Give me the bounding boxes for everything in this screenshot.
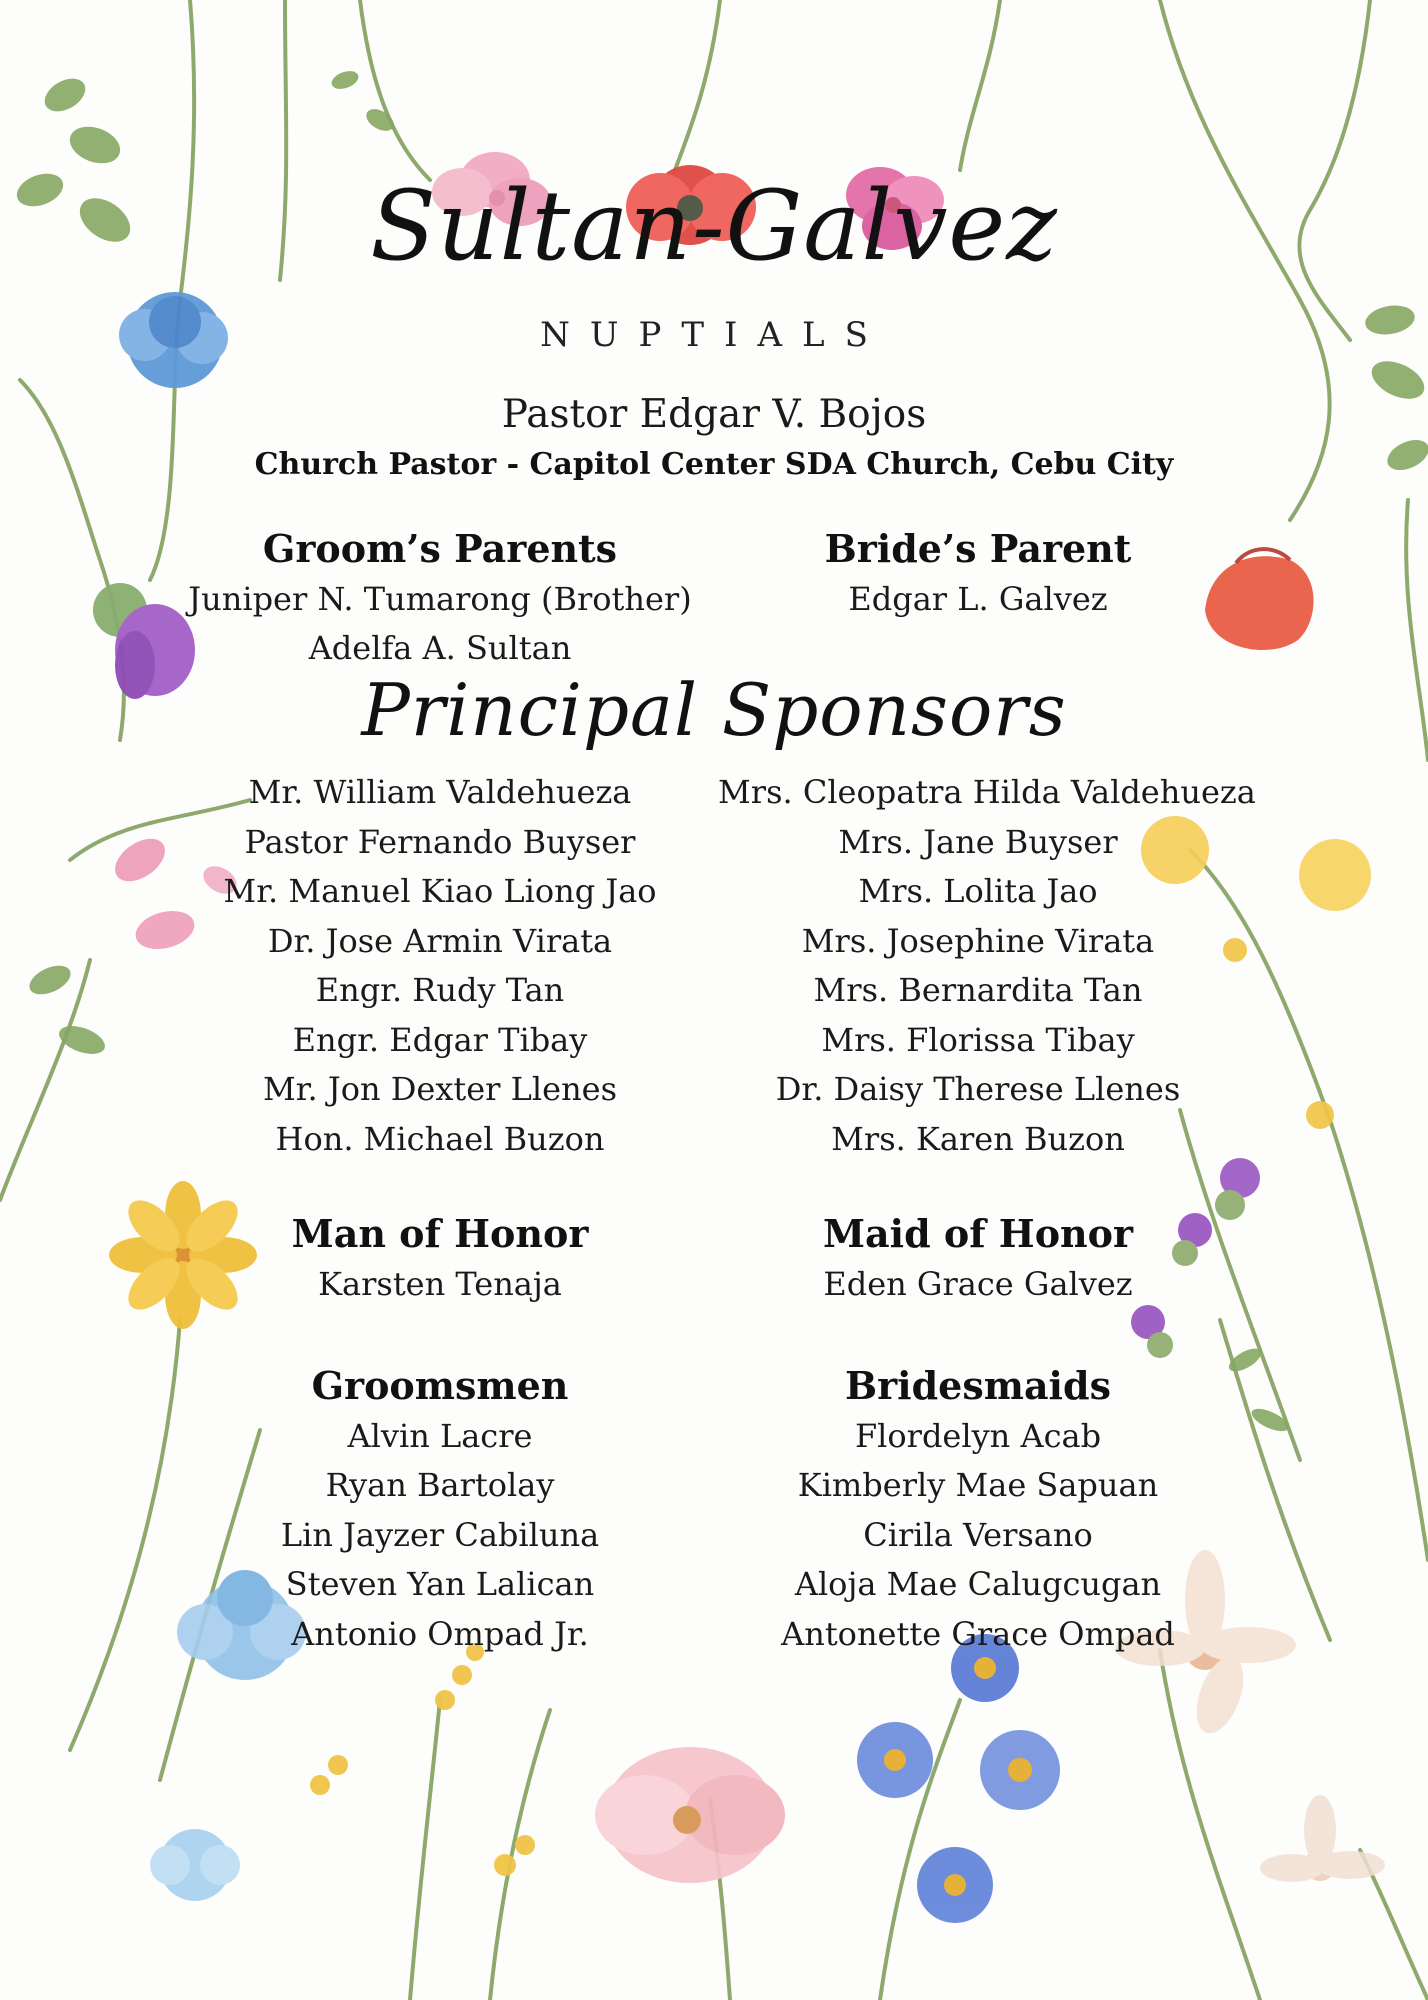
sponsor-name: Mr. Jon Dexter Llenes xyxy=(262,1070,618,1108)
principal-sponsors-men xyxy=(180,768,700,1164)
sponsor-name: Pastor Fernando Buyser xyxy=(244,822,636,861)
groom-parent-name: Juniper N. Tumarong (Brother) xyxy=(188,579,692,618)
maid-of-honor-title: Maid of Honor xyxy=(822,1211,1134,1256)
sponsor-name: Dr. Daisy Therese Llenes xyxy=(775,1070,1181,1108)
sponsor-name: Dr. Jose Armin Virata xyxy=(267,921,613,960)
maid-of-honor-name: Eden Grace Galvez xyxy=(823,1264,1133,1303)
officiant-role: Church Pastor - Capitol Center SDA Church, Cebu City xyxy=(254,447,1174,482)
groomsman-name: Antonio Ompad Jr. xyxy=(291,1614,589,1653)
groomsman-name: Lin Jayzer Cabiluna xyxy=(280,1515,600,1554)
principal-sponsors-women xyxy=(718,768,1256,1164)
blue-asters-bottom-icon xyxy=(857,1634,1060,1923)
yellow-sprigs-bottom-icon xyxy=(310,1643,535,1876)
groomsmen-section xyxy=(180,1362,700,1659)
groom-parent-name: Adelfa A. Sultan xyxy=(308,629,572,667)
sponsor-name: Mrs. Josephine Virata xyxy=(801,921,1155,960)
man-of-honor-section xyxy=(180,1210,700,1309)
bride-parent-name: Edgar L. Galvez xyxy=(848,579,1108,618)
groom-parents-section xyxy=(180,525,700,674)
groom-parents-title: Groom’s Parents xyxy=(262,526,618,571)
bridesmaid-name: Cirila Versano xyxy=(863,1515,1093,1554)
officiant-name: Pastor Edgar V. Bojos xyxy=(501,392,927,437)
sponsor-name: Hon. Michael Buzon xyxy=(275,1119,605,1158)
groomsman-name: Ryan Bartolay xyxy=(325,1466,555,1504)
couple-names-title: Sultan-Galvez xyxy=(370,170,1058,282)
man-of-honor-title: Man of Honor xyxy=(291,1211,589,1256)
sponsor-name: Mrs. Florissa Tibay xyxy=(821,1020,1135,1059)
sponsor-name: Engr. Edgar Tibay xyxy=(292,1020,588,1059)
bride-parent-section xyxy=(718,525,1238,624)
sponsor-name: Mrs. Lolita Jao xyxy=(858,872,1098,910)
groomsman-name: Steven Yan Lalican xyxy=(285,1565,595,1603)
groomsman-name: Alvin Lacre xyxy=(347,1416,533,1455)
nuptials-subtitle: NUPTIALS xyxy=(540,315,888,355)
maid-of-honor-section xyxy=(718,1210,1238,1309)
sponsor-name: Mr. William Valdehueza xyxy=(248,773,632,811)
sponsor-name: Mrs. Karen Buzon xyxy=(831,1119,1125,1158)
sponsor-name: Engr. Rudy Tan xyxy=(315,971,565,1009)
pink-rose-bottom-icon xyxy=(595,1747,785,1883)
bridesmaid-name: Flordelyn Acab xyxy=(854,1416,1102,1455)
bride-parent-title: Bride’s Parent xyxy=(824,526,1132,571)
bridesmaid-name: Antonette Grace Ompad xyxy=(781,1614,1175,1653)
sponsor-name: Mrs. Jane Buyser xyxy=(838,822,1118,861)
sponsor-name: Mrs. Cleopatra Hilda Valdehueza xyxy=(718,773,1256,811)
bridesmaid-name: Kimberly Mae Sapuan xyxy=(797,1466,1159,1504)
man-of-honor-name: Karsten Tenaja xyxy=(318,1264,562,1303)
bridesmaids-title: Bridesmaids xyxy=(845,1363,1111,1408)
sponsor-name: Mrs. Bernardita Tan xyxy=(813,971,1143,1009)
principal-sponsors-title: Principal Sponsors xyxy=(361,668,1067,752)
bridesmaids-section xyxy=(718,1362,1238,1659)
bridesmaid-name: Aloja Mae Calugcugan xyxy=(794,1565,1162,1603)
sponsor-name: Mr. Manuel Kiao Liong Jao xyxy=(223,872,657,910)
groomsmen-title: Groomsmen xyxy=(311,1363,569,1408)
